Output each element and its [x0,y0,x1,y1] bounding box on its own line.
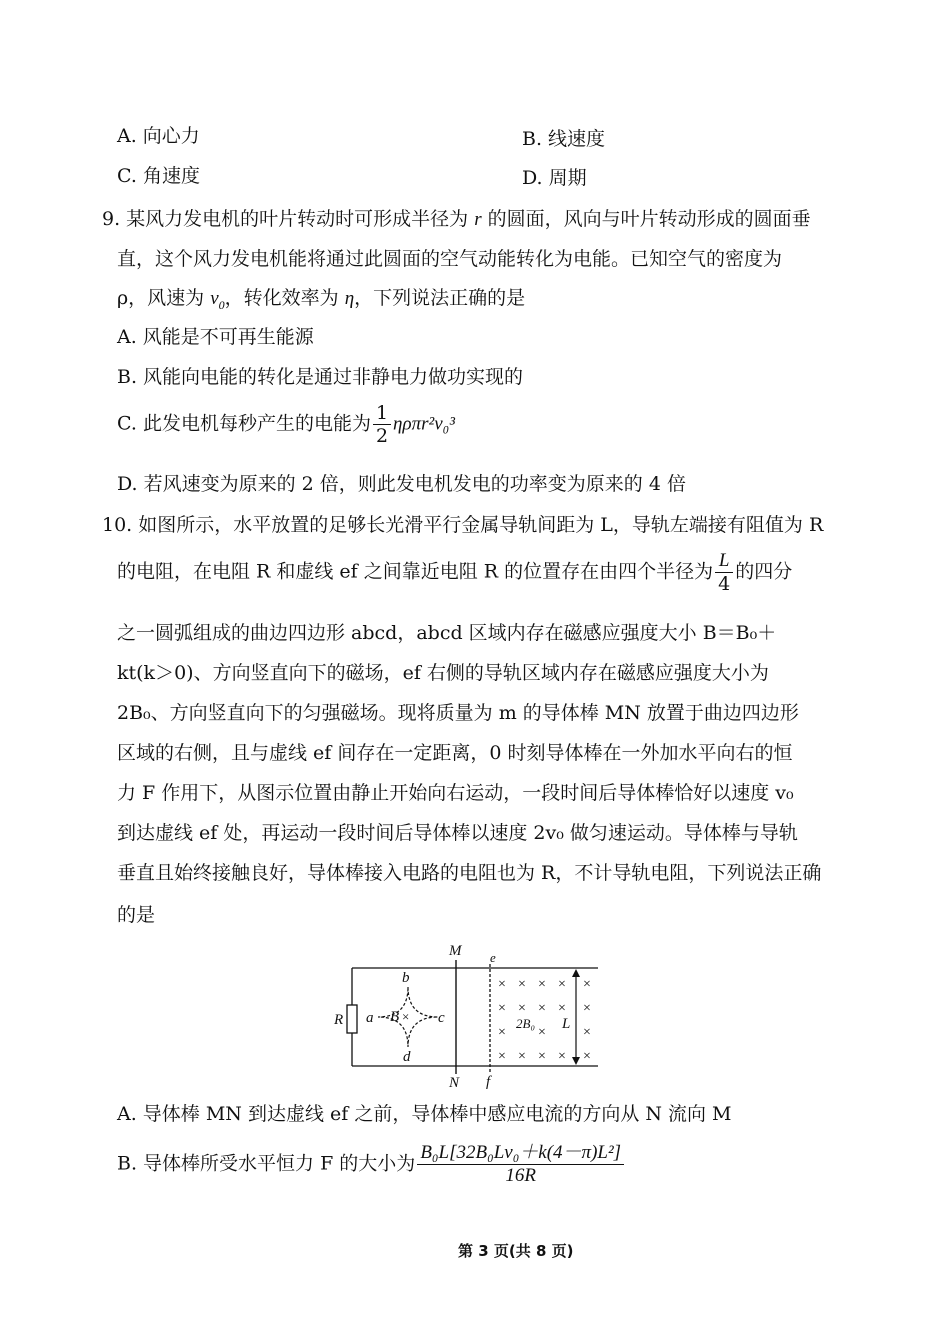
cross: × [583,977,591,992]
cross: × [538,977,546,992]
label-b: b [402,970,410,986]
cross: × [518,977,526,992]
q9-option-d: D. 若风速变为原来的 2 倍，则此发电机发电的功率变为原来的 4 倍 [117,473,686,495]
arrowhead-top [572,969,580,977]
q10-fraction-l4: $\frac{L}{4}$ [715,550,733,595]
label-a: a [366,1010,374,1026]
q10-option-b-fraction: $\frac{\text{B₀L[32B₀Lv₀＋k(4－π)L²]}}{16R}$ [417,1142,624,1187]
q10-stem-line-5: 2B₀、方向竖直向下的匀强磁场。现将质量为 m 的导体棒 MN 放置于曲边四边形 [117,702,799,724]
cross: × [583,1025,591,1040]
q9-option-a: A. 风能是不可再生能源 [117,326,314,348]
q10-stem-line-3: 之一圆弧组成的曲边四边形 abcd，abcd 区域内存在磁感应强度大小 B＝B₀＋ [117,622,777,644]
cross: × [538,1025,546,1040]
q8-option-a: A. 向心力 [117,125,200,147]
label-f: f [486,1074,491,1090]
q9-stem-line-1: 9. 某风力发电机的叶片转动时可形成半径为 r 的圆面，风向与叶片转动形成的圆面垂 [102,208,811,230]
q9-option-c: C. 此发电机每秒产生的电能为 $\frac{1}{2}$ ηρπr²v₀³ [117,402,455,447]
label-B: B [390,1009,400,1025]
q9-option-c-fraction: $\frac{1}{2}$ [373,402,391,447]
label-L: L [562,1016,571,1032]
q9-option-b: B. 风能向电能的转化是通过非静电力做功实现的 [117,366,524,388]
cross: × [498,977,506,992]
label-c: c [438,1010,445,1026]
q9-stem-line-2: 直，这个风力发电机能将通过此圆面的空气动能转化为电能。已知空气的密度为 [117,248,783,270]
cross: × [498,1001,506,1016]
cross: × [518,1049,526,1064]
page-footer: 第 3 页(共 8 页) [458,1242,574,1260]
arrowhead-bottom [572,1057,580,1065]
q8-option-c: C. 角速度 [117,165,200,187]
q10-stem-line-1: 10. 如图所示，水平放置的足够长光滑平行金属导轨间距为 L，导轨左端接有阻值为 R [102,514,824,536]
circuit-diagram [330,940,620,1090]
cross: × [538,1001,546,1016]
label-M: M [449,943,462,959]
q10-stem-line-2: 的电阻，在电阻 R 和虚线 ef 之间靠近电阻 R 的位置存在由四个半径为 $\frac{L}{4}$ 的四分 [117,550,793,595]
q10-stem-line-9: 垂直且始终接触良好，导体棒接入电路的电阻也为 R，不计导轨电阻，下列说法正确 [117,862,822,884]
q9-stem-line-3: ρ，风速为 $v_0$，转化效率为 η，下列说法正确的是 [117,287,526,312]
label-2B0: 2B₀ [516,1016,535,1031]
cross-center: × [402,1009,410,1024]
resistor [347,1005,357,1033]
cross: × [558,977,566,992]
magnetic-field-crosses [498,977,591,1064]
cross: × [583,1001,591,1016]
cross: × [558,1049,566,1064]
cross: × [498,1049,506,1064]
q8-option-b: B. 线速度 [522,128,606,150]
cross: × [518,1001,526,1016]
q10-stem-line-8: 到达虚线 ef 处，再运动一段时间后导体棒以速度 2v₀ 做匀速运动。导体棒与导轨 [117,822,798,844]
q10-stem-line-4: kt(k＞0)、方向竖直向下的磁场，ef 右侧的导轨区域内存在磁感应强度大小为 [117,662,769,684]
cross: × [558,1001,566,1016]
q8-option-d: D. 周期 [522,167,587,189]
label-e: e [490,950,496,965]
cross: × [583,1049,591,1064]
label-R: R [334,1012,344,1028]
q10-stem-line-10: 的是 [117,904,156,926]
q10-option-b: B. 导体棒所受水平恒力 F 的大小为 $\frac{\text{B₀L[32B₀Lv₀＋k(4－π)L²]}}{16R}$ [117,1142,626,1187]
q10-option-a: A. 导体棒 MN 到达虚线 ef 之前，导体棒中感应电流的方向从 N 流向 M [117,1103,732,1125]
label-d: d [403,1049,411,1065]
q10-stem-line-6: 区域的右侧，且与虚线 ef 间存在一定距离，0 时刻导体棒在一外加水平向右的恒 [117,742,793,764]
cross: × [538,1049,546,1064]
q10-stem-line-7: 力 F 作用下，从图示位置由静止开始向右运动，一段时间后导体棒恰好以速度 v₀ [117,782,794,804]
label-N: N [449,1075,460,1090]
cross: × [498,1025,506,1040]
